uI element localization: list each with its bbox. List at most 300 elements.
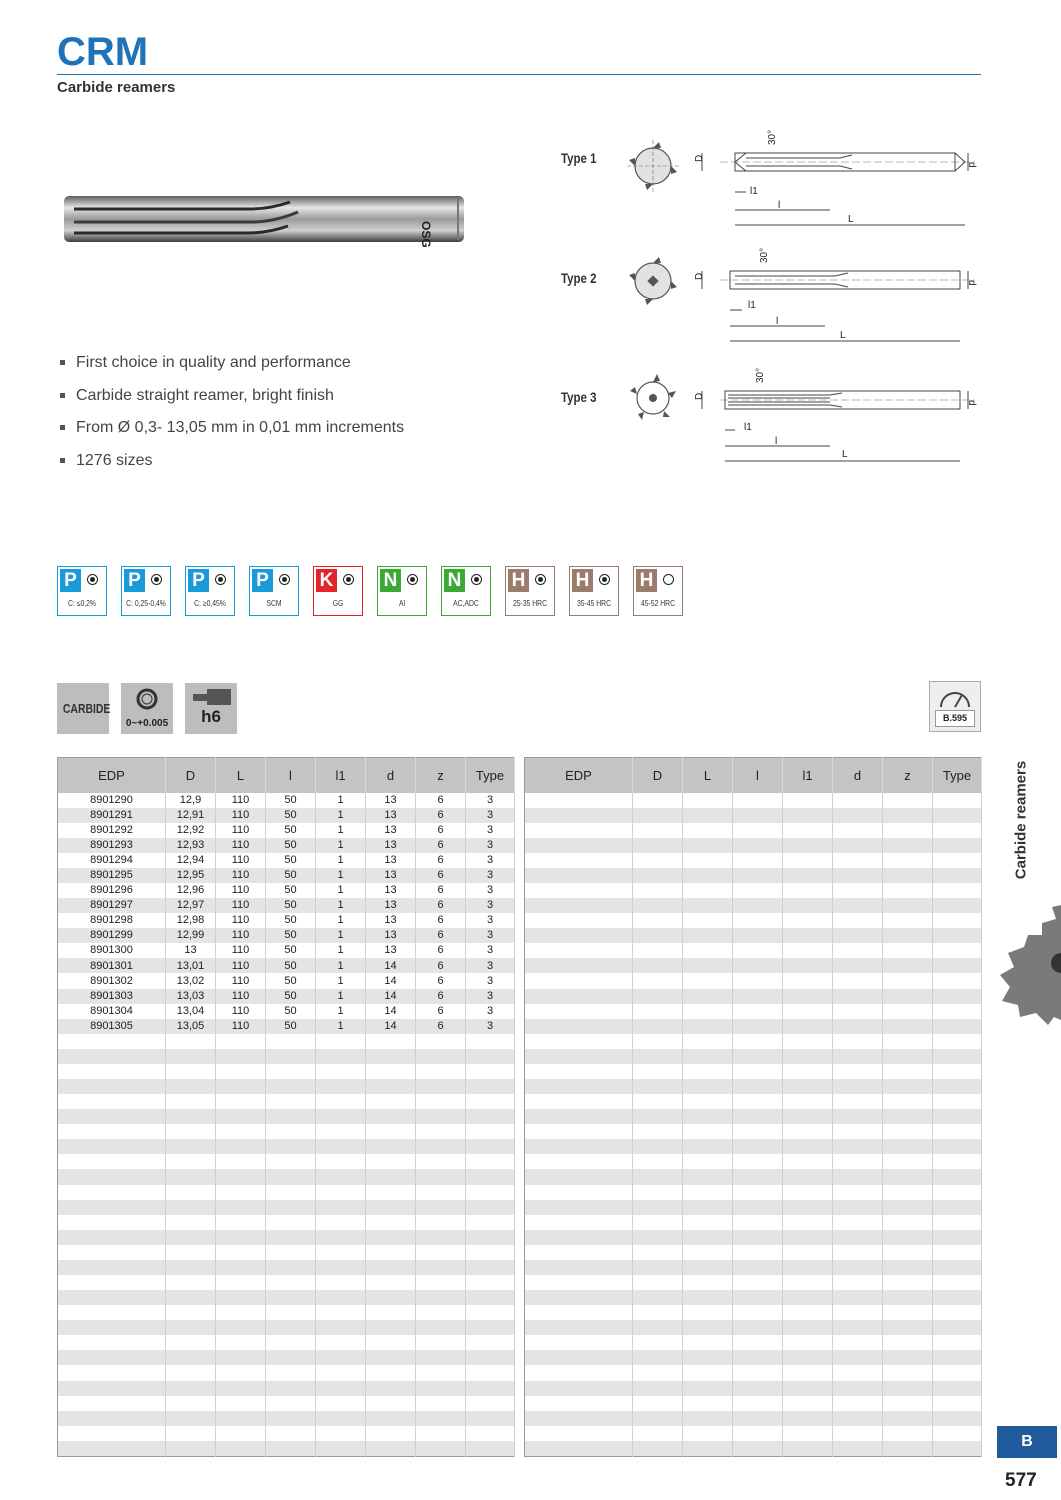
table-cell: [783, 1245, 833, 1260]
column-header: d: [833, 758, 883, 793]
table-cell: [783, 1094, 833, 1109]
table-cell: [783, 1109, 833, 1124]
table-cell: [466, 1411, 515, 1426]
table-cell: 13: [366, 823, 416, 838]
table-cell: [833, 1275, 883, 1290]
table-cell: [416, 1079, 466, 1094]
table-cell: [733, 1215, 783, 1230]
table-row: [525, 1426, 982, 1441]
table-cell: [933, 1381, 982, 1396]
table-row: [58, 1305, 515, 1320]
table-cell: [733, 898, 783, 913]
unsuitable-dot-icon: [663, 574, 674, 585]
table-cell: [833, 1154, 883, 1169]
table-cell: [366, 1094, 416, 1109]
table-cell: [466, 1290, 515, 1305]
table-cell: [316, 1094, 366, 1109]
table-cell: [316, 1139, 366, 1154]
table-cell: [525, 793, 633, 808]
table-cell: [166, 1200, 216, 1215]
table-cell: [833, 1305, 883, 1320]
table-cell: [683, 1365, 733, 1380]
table-cell: [316, 1064, 366, 1079]
table-cell: [58, 1200, 166, 1215]
page-reference-text: B.595: [935, 710, 975, 727]
column-header: EDP: [58, 758, 166, 793]
table-cell: [783, 989, 833, 1004]
table-cell: [633, 928, 683, 943]
table-cell: [166, 1320, 216, 1335]
table-cell: [366, 1245, 416, 1260]
table-cell: [166, 1275, 216, 1290]
table-cell: [166, 1290, 216, 1305]
table-cell: [525, 1350, 633, 1365]
table-cell: [316, 1275, 366, 1290]
column-header: D: [633, 758, 683, 793]
table-cell: 6: [416, 898, 466, 913]
table-cell: [216, 1350, 266, 1365]
suitable-dot-icon: [279, 574, 290, 585]
table-cell: [633, 1426, 683, 1441]
table-row: [58, 1049, 515, 1064]
table-cell: [633, 1365, 683, 1380]
table-cell: [683, 1396, 733, 1411]
type-2-dim-L: L: [840, 330, 846, 341]
table-cell: [633, 1049, 683, 1064]
table-cell: [216, 1381, 266, 1396]
table-cell: [783, 913, 833, 928]
table-cell: [633, 1396, 683, 1411]
type-1-label: Type 1: [561, 150, 597, 166]
table-cell: [883, 1154, 933, 1169]
table-cell: [266, 1064, 316, 1079]
table-cell: [633, 943, 683, 958]
material-group-letter: N: [380, 569, 401, 592]
table-cell: [933, 1019, 982, 1034]
table-cell: [216, 1275, 266, 1290]
table-cell: [833, 1411, 883, 1426]
table-cell: [633, 1260, 683, 1275]
table-cell: [58, 1109, 166, 1124]
table-cell: 8901304: [58, 1004, 166, 1019]
table-cell: [216, 1109, 266, 1124]
table-cell: 13: [366, 913, 416, 928]
table-cell: [525, 1245, 633, 1260]
table-cell: [783, 1396, 833, 1411]
table-cell: [933, 793, 982, 808]
table-row: [58, 1094, 515, 1109]
column-header: EDP: [525, 758, 633, 793]
table-cell: [366, 1154, 416, 1169]
material-group-letter: K: [316, 569, 337, 592]
table-cell: [416, 1396, 466, 1411]
table-cell: [883, 838, 933, 853]
table-cell: [783, 1004, 833, 1019]
material-label: C: ≥0,45%: [194, 599, 226, 608]
table-cell: [833, 793, 883, 808]
table-row: [525, 1049, 982, 1064]
table-cell: [416, 1094, 466, 1109]
table-cell: [633, 958, 683, 973]
table-cell: [266, 1426, 316, 1441]
column-header: l1: [316, 758, 366, 793]
table-row: [525, 1109, 982, 1124]
table-cell: [783, 838, 833, 853]
table-cell: [933, 1350, 982, 1365]
table-cell: [783, 1049, 833, 1064]
table-cell: [683, 883, 733, 898]
table-cell: [166, 1230, 216, 1245]
table-cell: [783, 1441, 833, 1457]
table-cell: [58, 1350, 166, 1365]
table-cell: [783, 928, 833, 943]
table-cell: [633, 1004, 683, 1019]
table-cell: [216, 1154, 266, 1169]
table-cell: [58, 1230, 166, 1245]
table-cell: [216, 1426, 266, 1441]
table-row: [58, 1335, 515, 1350]
table-cell: [783, 883, 833, 898]
table-cell: 1: [316, 823, 366, 838]
material-badge: [185, 566, 235, 616]
table-row: [58, 853, 515, 868]
type-1-dim-d: d: [966, 162, 977, 168]
table-cell: [883, 1381, 933, 1396]
table-cell: [633, 1381, 683, 1396]
table-cell: [683, 1245, 733, 1260]
table-cell: [216, 1094, 266, 1109]
material-badge: [121, 566, 171, 616]
table-cell: [883, 1365, 933, 1380]
table-cell: [416, 1381, 466, 1396]
table-cell: [633, 1124, 683, 1139]
table-row: [525, 838, 982, 853]
table-cell: [366, 1305, 416, 1320]
table-cell: [933, 1004, 982, 1019]
table-cell: [833, 823, 883, 838]
table-cell: [733, 1245, 783, 1260]
table-cell: [525, 823, 633, 838]
table-cell: [683, 928, 733, 943]
table-cell: [683, 1200, 733, 1215]
table-cell: [416, 1215, 466, 1230]
table-cell: [525, 973, 633, 988]
table-cell: 8901303: [58, 989, 166, 1004]
table-cell: [683, 1275, 733, 1290]
material-group-letter: P: [188, 569, 209, 592]
table-cell: [58, 1169, 166, 1184]
table-cell: 110: [216, 793, 266, 808]
table-cell: [933, 1441, 982, 1457]
table-cell: [733, 1230, 783, 1245]
table-cell: [933, 1215, 982, 1230]
table-cell: [783, 898, 833, 913]
table-cell: [933, 913, 982, 928]
table-cell: [633, 853, 683, 868]
table-cell: [166, 1335, 216, 1350]
table-cell: [783, 1411, 833, 1426]
table-cell: 1: [316, 793, 366, 808]
table-row: [58, 1124, 515, 1139]
table-cell: [733, 913, 783, 928]
table-cell: 8901294: [58, 853, 166, 868]
table-cell: 14: [366, 958, 416, 973]
table-cell: [58, 1139, 166, 1154]
table-cell: [833, 1350, 883, 1365]
table-cell: [466, 1230, 515, 1245]
table-cell: [166, 1381, 216, 1396]
table-cell: [266, 1245, 316, 1260]
table-cell: [833, 868, 883, 883]
table-cell: [266, 1049, 316, 1064]
table-row: [525, 853, 982, 868]
table-cell: [883, 973, 933, 988]
table-cell: [525, 883, 633, 898]
table-cell: [883, 1245, 933, 1260]
table-cell: [216, 1230, 266, 1245]
table-cell: 110: [216, 1004, 266, 1019]
table-row: [525, 1154, 982, 1169]
table-cell: [733, 1139, 783, 1154]
suitable-dot-icon: [535, 574, 546, 585]
table-cell: [366, 1320, 416, 1335]
table-cell: [525, 1019, 633, 1034]
table-row: [58, 1381, 515, 1396]
table-cell: [833, 1215, 883, 1230]
table-cell: [166, 1260, 216, 1275]
table-cell: [733, 1169, 783, 1184]
type-1-angle: 30°: [767, 130, 778, 145]
table-cell: 50: [266, 853, 316, 868]
table-cell: [416, 1411, 466, 1426]
table-cell: [58, 1124, 166, 1139]
table-row: [58, 943, 515, 958]
material-badge: [441, 566, 491, 616]
table-cell: [416, 1441, 466, 1457]
table-cell: [525, 1154, 633, 1169]
brand-mark: OSG: [419, 221, 433, 248]
table-cell: [683, 973, 733, 988]
type-3-dim-l: l: [775, 436, 778, 447]
table-cell: [883, 1426, 933, 1441]
table-cell: [633, 1411, 683, 1426]
table-cell: [783, 1064, 833, 1079]
table-cell: [683, 1290, 733, 1305]
table-cell: 1: [316, 883, 366, 898]
table-cell: 1: [316, 868, 366, 883]
table-cell: [933, 898, 982, 913]
table-cell: [316, 1230, 366, 1245]
table-cell: [783, 1215, 833, 1230]
table-row: [58, 823, 515, 838]
table-cell: [166, 1185, 216, 1200]
table-cell: [525, 1230, 633, 1245]
feature-item: 1276 sizes: [60, 449, 404, 482]
table-cell: [683, 838, 733, 853]
table-cell: [525, 808, 633, 823]
type-3-dim-l1: l1: [744, 422, 752, 433]
table-cell: [883, 1260, 933, 1275]
feature-item: First choice in quality and performance: [60, 351, 404, 384]
table-cell: [883, 868, 933, 883]
table-cell: [633, 1290, 683, 1305]
table-cell: [883, 989, 933, 1004]
column-header: l: [266, 758, 316, 793]
table-cell: [783, 1350, 833, 1365]
material-group-letter: P: [60, 569, 81, 592]
table-cell: [366, 1079, 416, 1094]
table-cell: [366, 1365, 416, 1380]
table-cell: [416, 1320, 466, 1335]
table-cell: 110: [216, 989, 266, 1004]
table-cell: [216, 1305, 266, 1320]
table-cell: 3: [466, 973, 515, 988]
table-cell: [833, 1139, 883, 1154]
table-cell: [316, 1215, 366, 1230]
table-cell: 8901305: [58, 1019, 166, 1034]
table-row: [58, 883, 515, 898]
material-group-letter: H: [572, 569, 593, 592]
table-cell: [216, 1169, 266, 1184]
material-label: SCM: [266, 599, 282, 608]
column-header: Type: [933, 758, 982, 793]
table-cell: 13: [366, 838, 416, 853]
table-cell: [466, 1124, 515, 1139]
table-row: [525, 913, 982, 928]
table-cell: [633, 1305, 683, 1320]
table-cell: [366, 1350, 416, 1365]
table-cell: [466, 1034, 515, 1049]
table-cell: [216, 1034, 266, 1049]
table-cell: [366, 1260, 416, 1275]
table-cell: [316, 1411, 366, 1426]
table-cell: [266, 1230, 316, 1245]
table-cell: [933, 1260, 982, 1275]
table-cell: [933, 1169, 982, 1184]
table-cell: 13: [366, 928, 416, 943]
table-cell: [633, 989, 683, 1004]
table-row: [58, 1441, 515, 1457]
table-cell: [525, 853, 633, 868]
feature-list: [60, 351, 404, 481]
table-row: [525, 898, 982, 913]
table-cell: [683, 1426, 733, 1441]
table-row: [58, 1320, 515, 1335]
table-cell: [316, 1365, 366, 1380]
table-cell: [416, 1230, 466, 1245]
table-cell: [833, 808, 883, 823]
table-cell: [933, 1396, 982, 1411]
table-cell: [166, 1124, 216, 1139]
table-cell: [933, 1200, 982, 1215]
table-row: [525, 973, 982, 988]
material-label: C: ≤0,2%: [68, 599, 96, 608]
table-cell: 110: [216, 898, 266, 913]
table-cell: [416, 1426, 466, 1441]
table-row: [525, 1034, 982, 1049]
table-row: [525, 823, 982, 838]
table-cell: [633, 1019, 683, 1034]
table-cell: 14: [366, 989, 416, 1004]
table-cell: 6: [416, 943, 466, 958]
table-cell: [783, 1139, 833, 1154]
type-3-dim-d: d: [966, 400, 977, 406]
table-row: [58, 838, 515, 853]
specification-table-left: [57, 757, 515, 1457]
table-cell: 1: [316, 1019, 366, 1034]
table-cell: [266, 1320, 316, 1335]
table-cell: [416, 1260, 466, 1275]
table-cell: 50: [266, 943, 316, 958]
table-cell: 3: [466, 883, 515, 898]
table-cell: 3: [466, 823, 515, 838]
material-badge: [505, 566, 555, 616]
material-group-letter: N: [444, 569, 465, 592]
table-cell: [466, 1215, 515, 1230]
table-cell: [525, 1169, 633, 1184]
table-cell: [466, 1260, 515, 1275]
table-cell: 1: [316, 928, 366, 943]
column-header: l1: [783, 758, 833, 793]
table-cell: 110: [216, 808, 266, 823]
table-row: [525, 1320, 982, 1335]
table-cell: [683, 1094, 733, 1109]
table-row: [58, 1260, 515, 1275]
table-cell: [783, 1019, 833, 1034]
table-cell: [466, 1154, 515, 1169]
table-cell: [525, 1411, 633, 1426]
table-cell: [166, 1034, 216, 1049]
table-cell: 8901301: [58, 958, 166, 973]
table-cell: [833, 1019, 883, 1034]
table-cell: 3: [466, 793, 515, 808]
table-cell: [783, 1079, 833, 1094]
table-cell: [733, 1426, 783, 1441]
table-cell: [933, 853, 982, 868]
table-cell: [416, 1064, 466, 1079]
table-cell: [783, 1200, 833, 1215]
table-cell: [883, 1004, 933, 1019]
table-cell: [525, 928, 633, 943]
table-cell: [683, 853, 733, 868]
table-row: [58, 1426, 515, 1441]
table-cell: [683, 1185, 733, 1200]
table-cell: 6: [416, 1004, 466, 1019]
table-cell: [733, 1396, 783, 1411]
table-cell: [883, 913, 933, 928]
table-cell: [58, 1335, 166, 1350]
table-cell: [633, 1230, 683, 1245]
title-rule: [57, 74, 981, 75]
table-cell: [58, 1079, 166, 1094]
table-row: [525, 943, 982, 958]
table-cell: 12,93: [166, 838, 216, 853]
table-cell: 50: [266, 928, 316, 943]
table-cell: 8901297: [58, 898, 166, 913]
table-cell: [683, 1381, 733, 1396]
table-cell: [833, 1230, 883, 1245]
table-cell: [525, 1094, 633, 1109]
table-cell: [933, 1154, 982, 1169]
table-cell: 110: [216, 823, 266, 838]
table-cell: [366, 1230, 416, 1245]
table-cell: [733, 1320, 783, 1335]
material-group-letter: P: [124, 569, 145, 592]
tolerance-icon: [135, 687, 159, 711]
table-cell: 3: [466, 853, 515, 868]
table-cell: [833, 1094, 883, 1109]
table-row: [58, 989, 515, 1004]
